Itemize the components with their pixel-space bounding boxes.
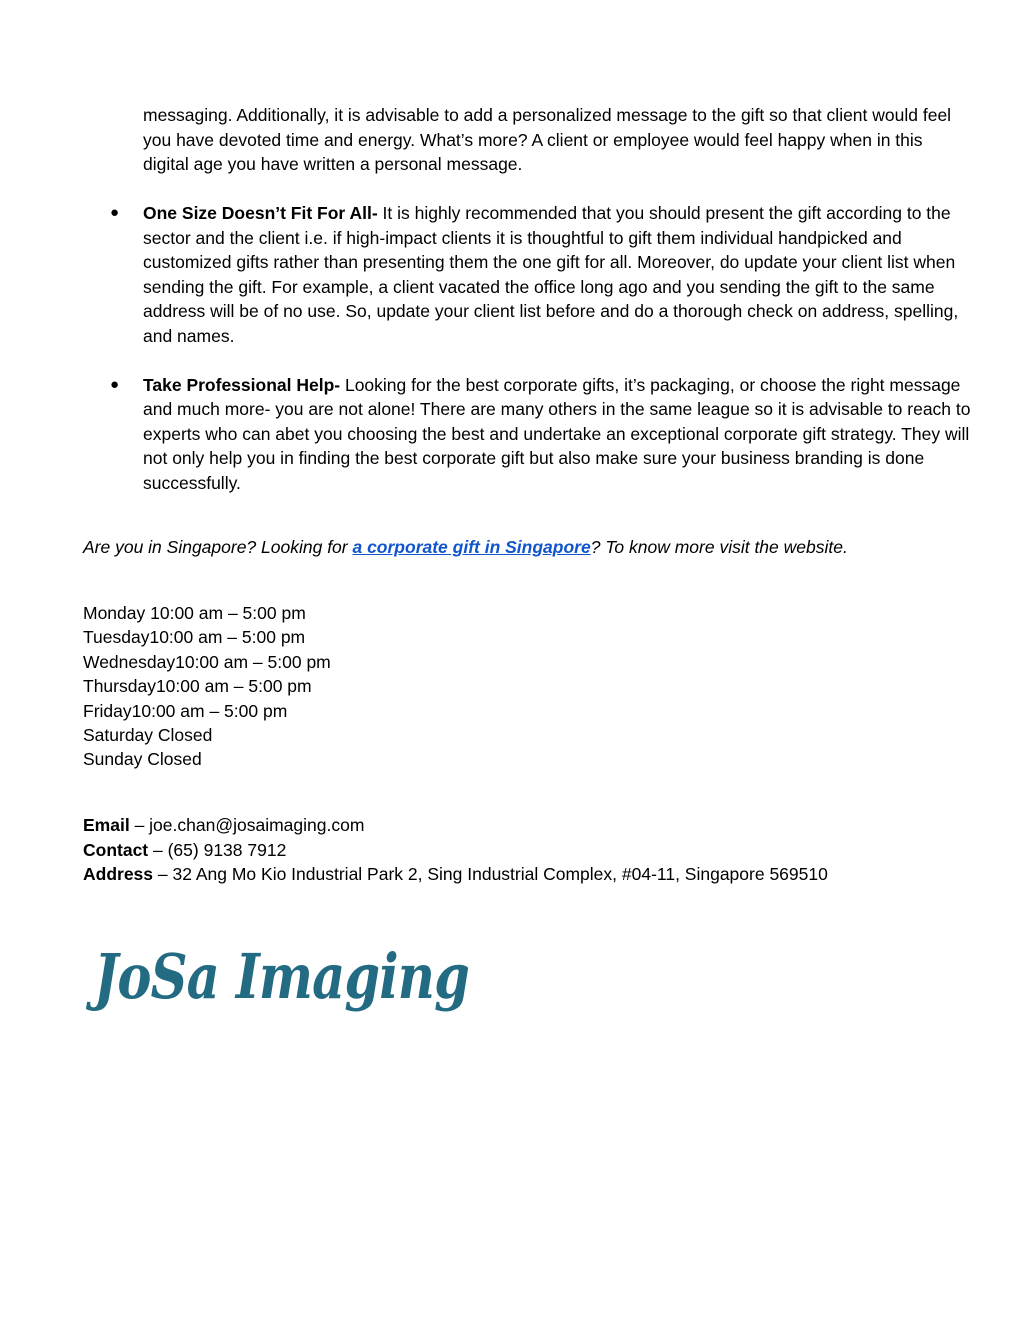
phone-line: [83, 838, 983, 863]
opening-hours: [83, 601, 331, 772]
hours-row: Tuesday10:00 am – 5:00 pm: [83, 627, 306, 648]
logo-wordmark: JoSa Imaging: [85, 940, 469, 1013]
tips-list: [0, 201, 1024, 520]
bullet-icon: ●: [110, 375, 120, 393]
company-logo: [86, 920, 486, 1020]
bullet-text: Looking for the best corporate gifts, it’s packaging, or choose the right message and much more- you are not alone! There are many others in the same league so it is advisable to reach to experts who can abet you choosing the best and undertake an exceptional corporate gift strategy. They will not only help you in finding the best corporate gift but also make sure your business branding is done successfully.: [143, 374, 971, 493]
call-to-action: [83, 535, 983, 560]
bullet-title: One Size Doesn’t Fit For All-: [143, 203, 378, 223]
cta-text-after: ? To know more visit the website.: [590, 537, 848, 557]
bullet-icon: ●: [110, 204, 120, 221]
hours-row: Wednesday10:00 am – 5:00 pm: [83, 651, 331, 672]
email-value: – joe.chan@josaimaging.com: [129, 815, 365, 835]
email-label: Email: [83, 815, 130, 835]
list-item: [0, 201, 973, 348]
cta-text-before: Are you in Singapore? Looking for: [83, 537, 353, 557]
bullet-title: Take Professional Help-: [143, 374, 341, 395]
hours-row: Monday 10:00 am – 5:00 pm: [83, 603, 306, 623]
contact-details: [83, 813, 983, 887]
hours-row: Sunday Closed: [83, 749, 202, 770]
address-value: – 32 Ang Mo Kio Industrial Park 2, Sing Industrial Complex, #04-11, Singapore 569510: [153, 864, 828, 884]
hours-row: Thursday10:00 am – 5:00 pm: [83, 676, 312, 697]
bullet-text: It is highly recommended that you should present the gift according to the sector and the client i.e. if high-impact clients it is thoughtful to gift them individual handpicked and customized gifts rather than presenting them the one gift for all. Moreover, do update your client list when sending the gift. For example, a client vacated the office long ago and you sending the gift to the same address will be of no use. So, update your client list before and do a thorough check on address, spelling, and names.: [143, 203, 959, 346]
hours-row: Friday10:00 am – 5:00 pm: [83, 700, 288, 721]
email-line: [83, 813, 983, 838]
address-line: [83, 862, 983, 887]
hours-row: Saturday Closed: [83, 725, 213, 746]
list-item: [0, 373, 973, 496]
address-label: Address: [83, 864, 154, 884]
corporate-gift-link[interactable]: a corporate gift in Singapore: [352, 537, 591, 557]
contact-label: Contact: [83, 839, 149, 860]
contact-value: – (65) 9138 7912: [148, 839, 287, 860]
continuation-paragraph: messaging. Additionally, it is advisable to add a personalized message to the gift so that client would feel you have devoted time and energy. What’s more? A client or employee would feel happy when in this digital age you have written a personal message.: [143, 105, 952, 174]
